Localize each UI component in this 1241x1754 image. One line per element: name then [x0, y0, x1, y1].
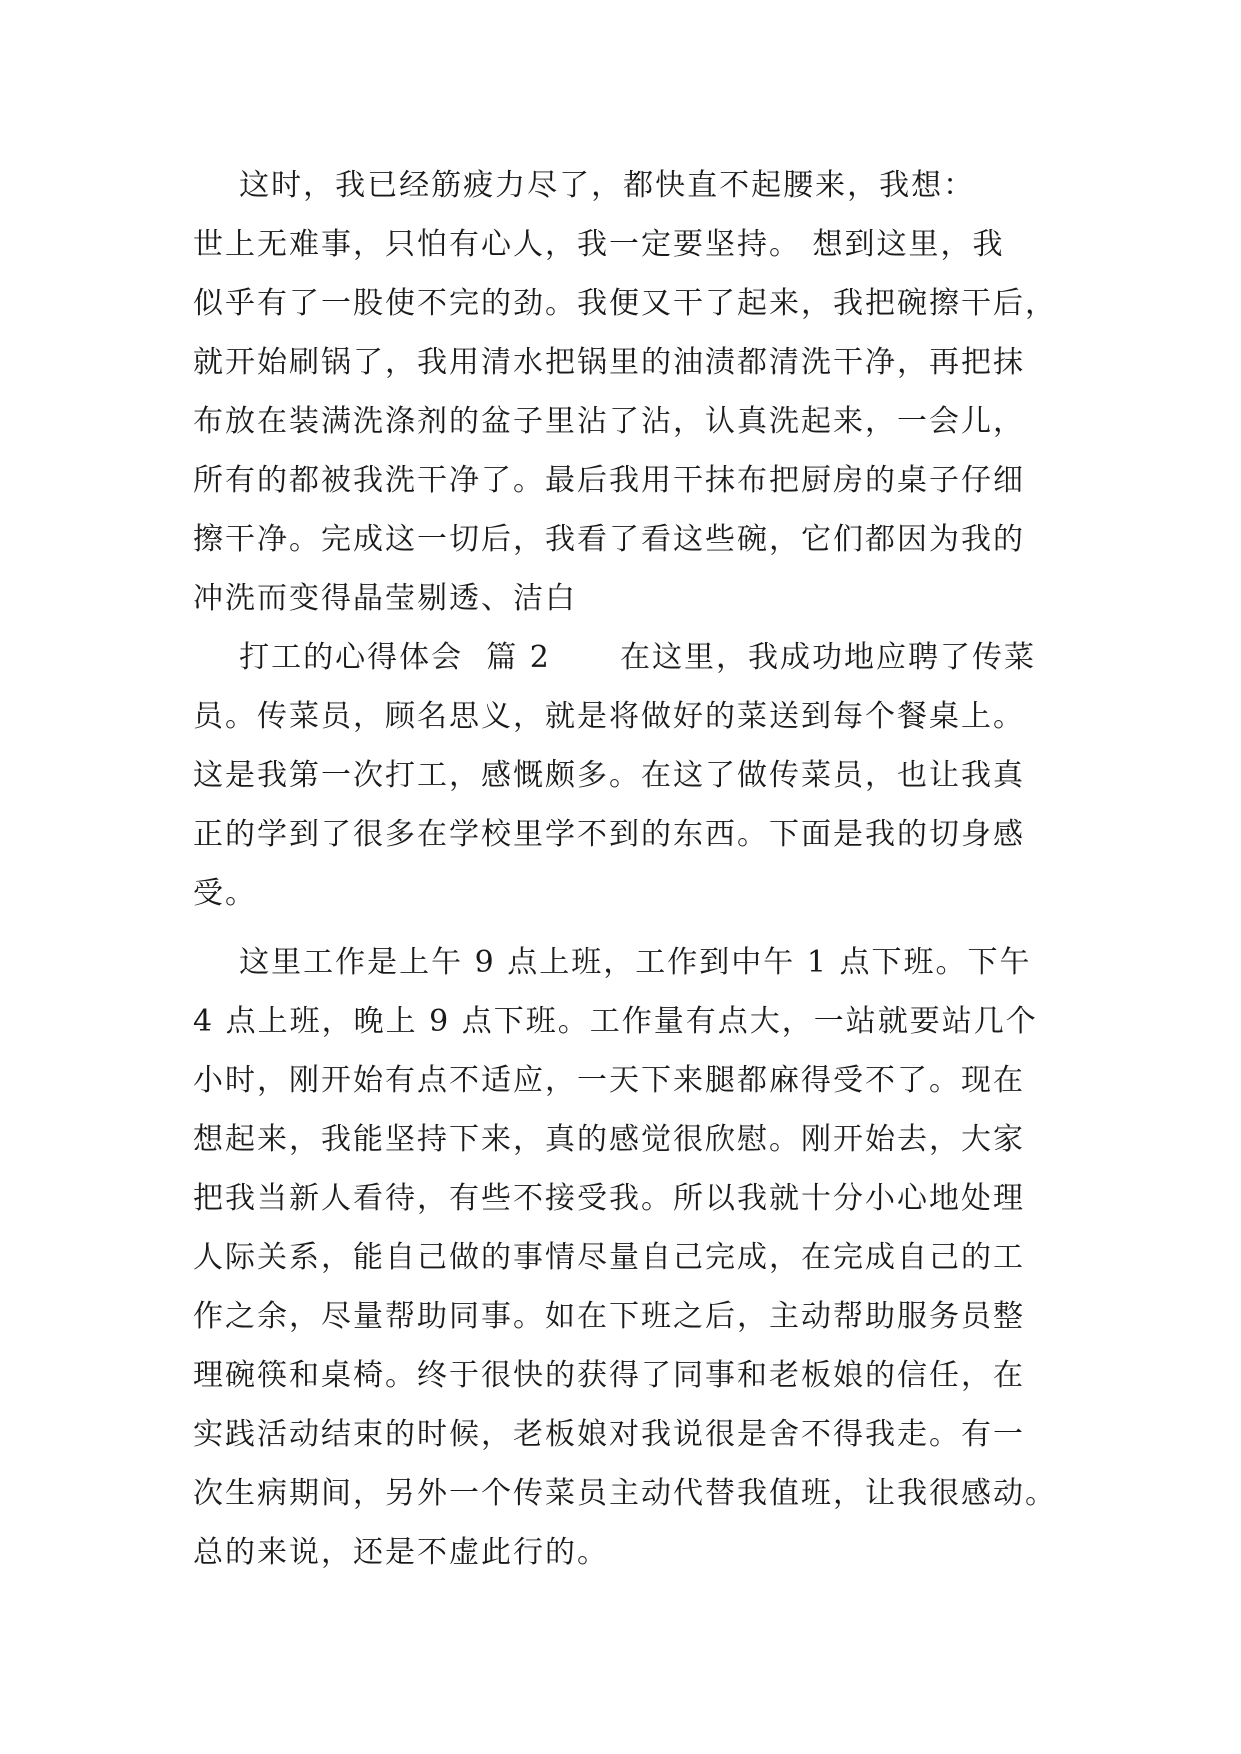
text-line: 这时，我已经筋疲力尽了，都快直不起腰来，我想：: [193, 168, 976, 203]
paragraph-3: [193, 933, 1073, 1582]
text-line: 想起来，我能坚持下来，真的感觉很欣慰。刚开始去，大家: [193, 1122, 1025, 1157]
text-line: 似乎有了一股使不完的劲。我便又干了起来，我把碗擦干后，: [193, 286, 1057, 321]
paragraph-gap: [193, 923, 1073, 933]
text-line: 受。: [193, 876, 257, 911]
text-line: 把我当新人看待，有些不接受我。所以我就十分小心地处理: [193, 1181, 1025, 1216]
text-line: 擦干净。完成这一切后，我看了看这些碗，它们都因为我的: [193, 522, 1025, 557]
text-line: 这里工作是上午 9 点上班，工作到中午 1 点下班。下午: [193, 945, 1032, 980]
paragraph-2: [193, 628, 1073, 923]
text-line: 正的学到了很多在学校里学不到的东西。下面是我的切身感: [193, 817, 1025, 852]
text-line: 人际关系，能自己做的事情尽量自己完成，在完成自己的工: [193, 1240, 1025, 1275]
text-line: 员。传菜员，顾名思义，就是将做好的菜送到每个餐桌上。: [193, 699, 1025, 734]
text-line: 所有的都被我洗干净了。最后我用干抹布把厨房的桌子仔细: [193, 463, 1025, 498]
text-line: 作之余，尽量帮助同事。如在下班之后，主动帮助服务员整: [193, 1299, 1025, 1334]
text-line: 打工的心得体会 篇 2 在这里，我成功地应聘了传菜: [193, 640, 1037, 675]
text-line: 这是我第一次打工，感慨颇多。在这了做传菜员，也让我真: [193, 758, 1025, 793]
text-line: 布放在装满洗涤剂的盆子里沾了沾，认真洗起来，一会儿，: [193, 404, 1025, 439]
text-line: 4 点上班，晚上 9 点下班。工作量有点大，一站就要站几个: [193, 1004, 1038, 1039]
paragraph-1: [193, 156, 1073, 628]
text-line: 理碗筷和桌椅。终于很快的获得了同事和老板娘的信任，在: [193, 1358, 1025, 1393]
text-line: 次生病期间，另外一个传菜员主动代替我值班，让我很感动。: [193, 1476, 1057, 1511]
text-line: 总的来说，还是不虚此行的。: [193, 1535, 609, 1570]
text-line: 小时，刚开始有点不适应，一天下来腿都麻得受不了。现在: [193, 1063, 1025, 1098]
text-line: 冲洗而变得晶莹剔透、洁白: [193, 581, 577, 616]
text-line: 世上无难事，只怕有心人，我一定要坚持。 想到这里，我: [193, 227, 1005, 262]
text-line: 实践活动结束的时候，老板娘对我说很是舍不得我走。有一: [193, 1417, 1025, 1452]
document-body: [193, 156, 1073, 1582]
text-line: 就开始刷锅了，我用清水把锅里的油渍都清洗干净，再把抹: [193, 345, 1025, 380]
